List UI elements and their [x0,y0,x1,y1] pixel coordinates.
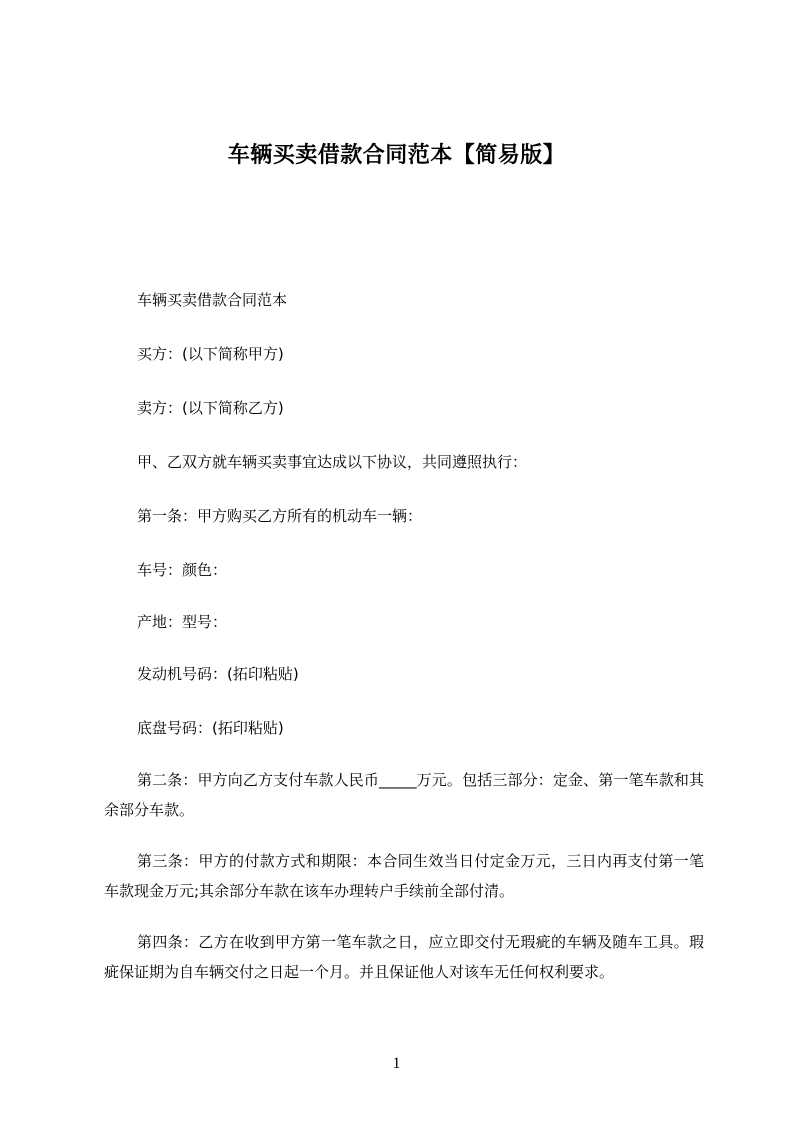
seller-line: 卖方：(以下简称乙方) [137,399,284,417]
article-4: 第四条：乙方在收到甲方第一笔车款之日，应立即交付无瑕疵的车辆及随车工具。瑕疵保证期为自车辆交付之日起一个月。并且保证他人对该车无任何权利要求。 [104,933,704,981]
page-number: 1 [392,1055,401,1072]
plate-color-line: 车号：颜色： [137,561,228,579]
contract-heading: 车辆买卖借款合同范本 [137,291,288,309]
article-2: 第二条：甲方向乙方支付车款人民币_____万元。包括三部分：定金、第一笔车款和其余部分车款。 [104,771,704,819]
agreement-intro: 甲、乙双方就车辆买卖事宜达成以下协议，共同遵照执行： [137,453,528,471]
engine-number-line: 发动机号码：(拓印粘贴) [137,665,299,683]
chassis-number-line: 底盘号码：(拓印粘贴) [137,719,284,737]
buyer-line: 买方：(以下简称甲方) [137,345,284,363]
article-3: 第三条：甲方的付款方式和期限：本合同生效当日付定金万元，三日内再支付第一笔车款现金万元;其余部分车款在该车办理转户手续前全部付清。 [104,852,704,900]
origin-model-line: 产地：型号： [137,613,228,631]
article-1: 第一条：甲方购买乙方所有的机动车一辆： [137,507,423,525]
document-title: 车辆买卖借款合同范本【简易版】 [227,143,566,168]
